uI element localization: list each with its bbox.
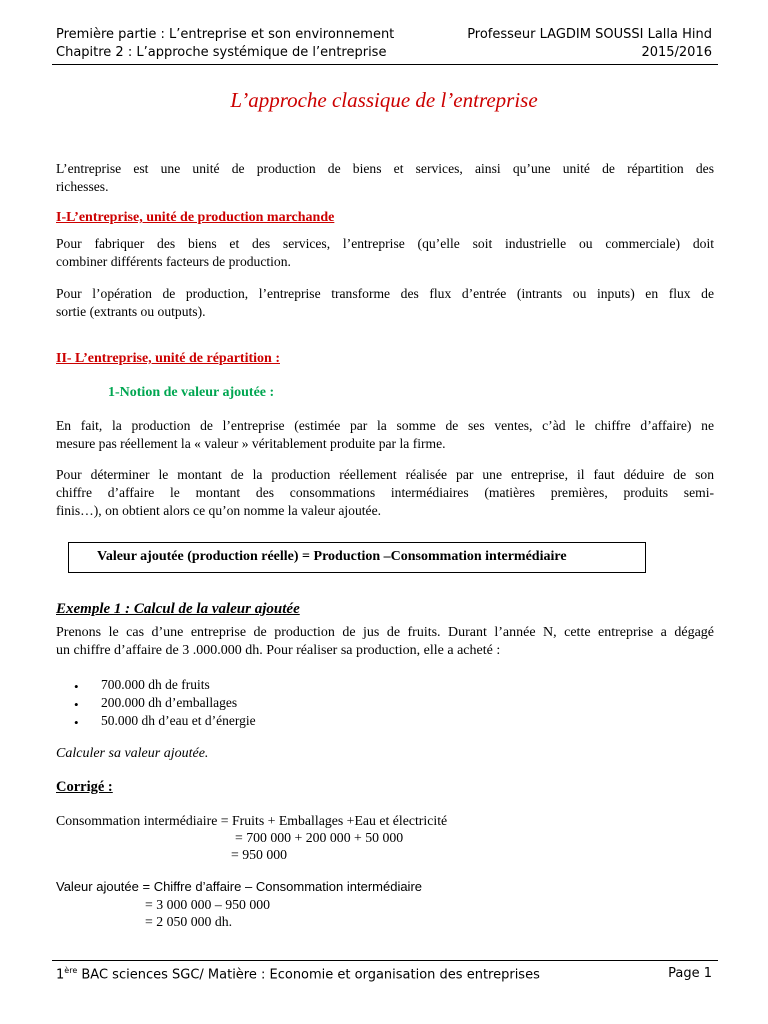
calc-line: = 2 050 000 dh. bbox=[145, 914, 233, 929]
example-paragraph bbox=[56, 624, 714, 660]
section1-paragraph-2 bbox=[56, 285, 714, 321]
footer-page-number: Page 1 bbox=[668, 966, 712, 981]
section-heading: II- L’entreprise, unité de répartition : bbox=[56, 351, 280, 366]
paragraph-line: Prenons le cas d’une entreprise de production de jus de fruits. Durant l’année N, cette entreprise a dégagé bbox=[56, 625, 714, 640]
example-heading: Exemple 1 : Calcul de la valeur ajoutée bbox=[56, 601, 300, 617]
section-heading: I-L’entreprise, unité de production marchande bbox=[56, 210, 335, 225]
calc-line: Consommation intermédiaire = Fruits + Emballages +Eau et électricité bbox=[56, 813, 448, 828]
header-part: Première partie : L’entreprise et son environnement bbox=[56, 27, 395, 42]
footer-level-sup: ère bbox=[64, 966, 78, 975]
formula-text: Valeur ajoutée (production réelle) = Production –Consommation intermédiaire bbox=[97, 549, 567, 564]
formula-box bbox=[68, 542, 646, 573]
header-divider bbox=[52, 64, 718, 65]
paragraph-line: sortie (extrants ou outputs). bbox=[56, 304, 206, 319]
paragraph-line: Pour déterminer le montant de la production réellement réalisée par une entreprise, il faut déduire de son bbox=[56, 467, 714, 482]
page-title: L’approche classique de l’entreprise bbox=[230, 88, 538, 112]
paragraph-line: Pour l’opération de production, l’entreprise transforme des flux d’entrée (intrants ou inputs) en flux de bbox=[56, 286, 714, 301]
header-professor: Professeur LAGDIM SOUSSI Lalla Hind bbox=[467, 27, 712, 42]
calc-line: = 700 000 + 200 000 + 50 000 bbox=[235, 830, 404, 845]
section2-paragraph-1 bbox=[56, 417, 714, 453]
paragraph-line: Pour fabriquer des biens et des services, l’entreprise (qu’elle soit industrielle ou commerciale) doit bbox=[56, 236, 714, 251]
calc-line bbox=[56, 879, 422, 895]
paragraph-line: En fait, la production de l’entreprise (estimée par la somme de ses ventes, c’àd le chiffre d’affaire) ne bbox=[56, 418, 714, 433]
footer-divider bbox=[52, 960, 718, 961]
calc-line: = 3 000 000 – 950 000 bbox=[145, 897, 271, 912]
intro-line: L’entreprise est une unité de production de biens et services, ainsi qu’une unité de répartition des bbox=[56, 161, 714, 176]
header-year: 2015/2016 bbox=[641, 45, 712, 60]
paragraph-line: mesure pas réellement la « valeur » véritablement produite par la firme. bbox=[56, 436, 446, 451]
bullet-icon: • bbox=[74, 715, 79, 730]
footer-level-num: 1 bbox=[56, 967, 65, 983]
list-item: 200.000 dh d’emballages bbox=[101, 695, 238, 710]
intro-paragraph bbox=[56, 160, 714, 196]
calc-line: = 950 000 bbox=[231, 847, 288, 862]
paragraph-line: finis…), on obtient alors ce qu’on nomme la valeur ajoutée. bbox=[56, 503, 382, 518]
section2-paragraph-2 bbox=[56, 466, 714, 520]
paragraph-line: un chiffre d’affaire de 3 .000.000 dh. Pour réaliser sa production, elle a acheté : bbox=[56, 643, 501, 658]
paragraph-line: chiffre d’affaire le montant des consommations intermédiaires (matières premières, produits semi- bbox=[56, 485, 714, 500]
footer-subject: BAC sciences SGC/ Matière : Economie et organisation des entreprises bbox=[77, 967, 540, 983]
list-item: 50.000 dh d’eau et d’énergie bbox=[101, 713, 256, 728]
header-chapter: Chapitre 2 : L’approche systémique de l’entreprise bbox=[56, 45, 387, 60]
bullet-icon: • bbox=[74, 697, 79, 712]
correction-heading: Corrigé : bbox=[56, 779, 113, 795]
section1-paragraph-1 bbox=[56, 235, 714, 271]
footer-level bbox=[56, 966, 540, 982]
example-question: Calculer sa valeur ajoutée. bbox=[56, 746, 209, 761]
subsection-heading: 1-Notion de valeur ajoutée : bbox=[108, 385, 275, 400]
paragraph-line: combiner différents facteurs de production. bbox=[56, 254, 291, 269]
calc-label: Valeur ajoutée = Chiffre d’affaire – Consommation intermédiaire bbox=[56, 879, 423, 894]
bullet-icon: • bbox=[74, 679, 79, 694]
list-item: 700.000 dh de fruits bbox=[101, 677, 210, 692]
intro-line: richesses. bbox=[56, 179, 109, 194]
